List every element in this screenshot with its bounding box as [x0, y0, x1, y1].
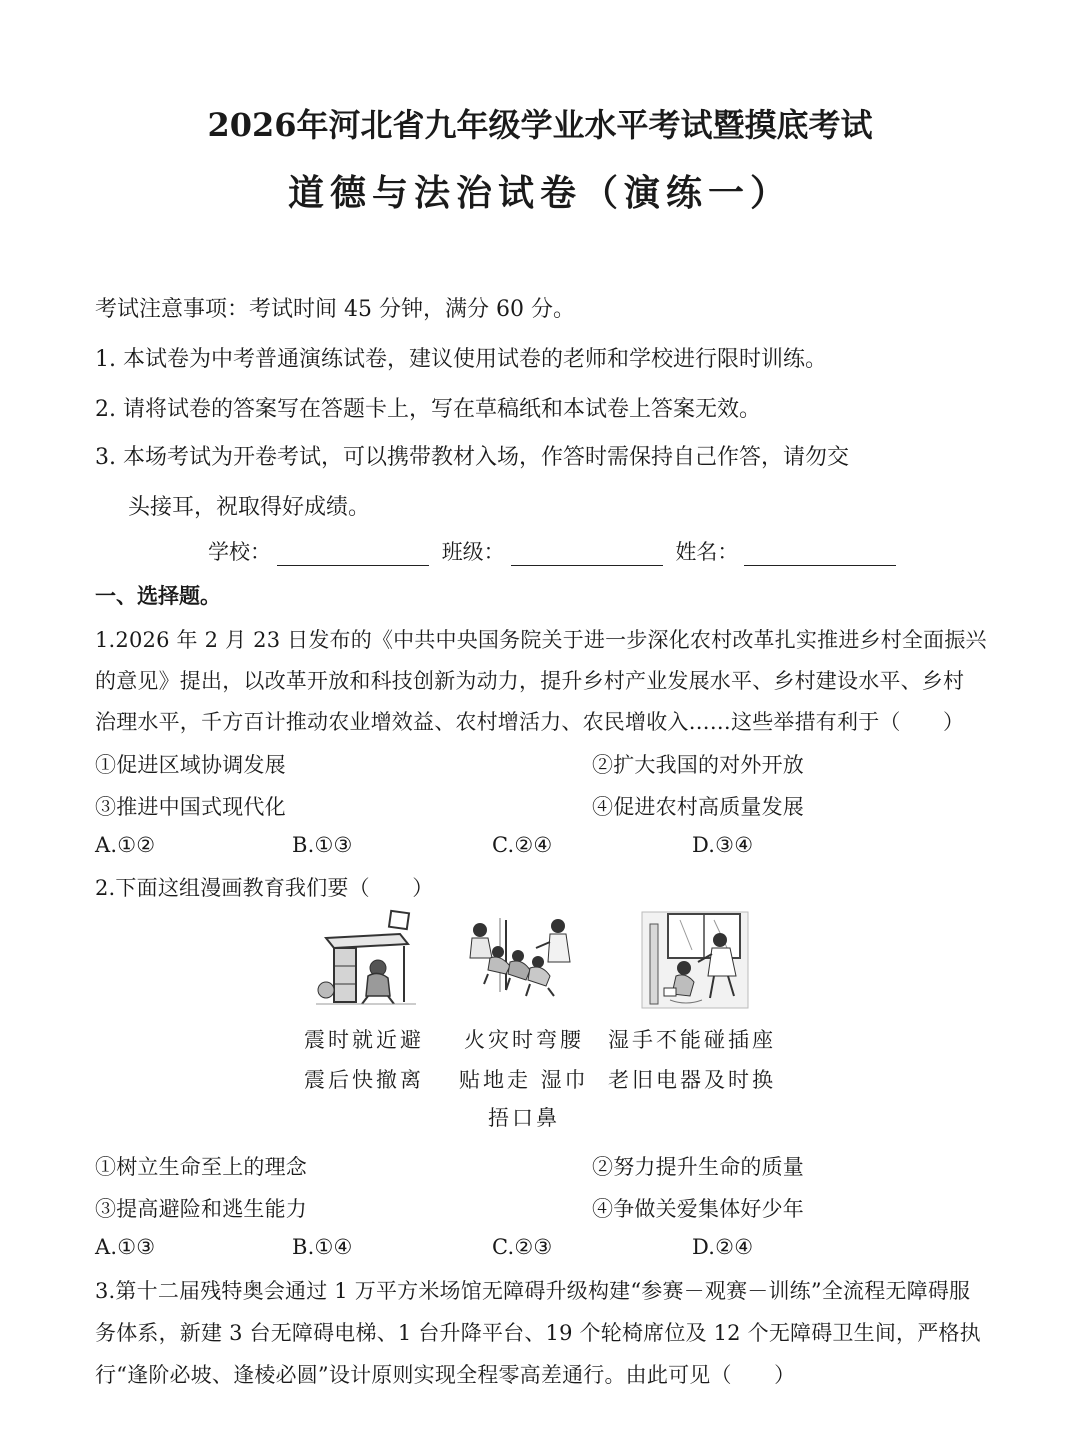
exam-title: 2026年河北省九年级学业水平考试暨摸底考试 — [207, 106, 873, 144]
comic-2-caption-1: 火灾时弯腰 — [464, 1028, 584, 1052]
q2-option-3: ③提高避险和逃生能力 — [95, 1197, 307, 1221]
q3-line-1: 3.第十二届残特奥会通过 1 万平方米场馆无障碍升级构建“参赛－观赛－训练”全流程无障碍服 — [95, 1279, 971, 1303]
q2-stem: 2.下面这组漫画教育我们要（ ） — [95, 876, 434, 900]
notice-item-1: 1. 本试卷为中考普通演练试卷，建议使用试卷的老师和学校进行限时训练。 — [95, 347, 827, 372]
comic-2-caption-3: 捂口鼻 — [488, 1106, 560, 1130]
q2-choice-a[interactable]: A.①③ — [95, 1235, 156, 1259]
q1-line-3: 治理水平，千方百计推动农业增效益、农村增活力、农民增收入……这些举措有利于（ ） — [95, 710, 965, 734]
q1-option-1: ①促进区域协调发展 — [95, 753, 286, 777]
notice-item-3: 3. 本场考试为开卷考试，可以携带教材入场，作答时需保持自己作答，请勿交 — [95, 445, 849, 470]
class-field[interactable] — [511, 543, 663, 566]
comic-3-caption-2: 老旧电器及时换 — [608, 1068, 776, 1092]
q3-line-3: 行“逢阶必坡、逢棱必圆”设计原则实现全程零高差通行。由此可见（ ） — [95, 1363, 796, 1387]
q1-line-1: 1.2026 年 2 月 23 日发布的《中共中央国务院关于进一步深化农村改革扎实推进乡村全面振兴 — [95, 628, 987, 652]
notice-item-2: 2. 请将试卷的答案写在答题卡上，写在草稿纸和本试卷上答案无效。 — [95, 397, 761, 422]
name-field[interactable] — [744, 543, 896, 566]
section-heading: 一、选择题。 — [95, 584, 221, 608]
class-label: 班级： — [441, 540, 505, 564]
comic-2-caption-2: 贴地走 湿巾 — [459, 1068, 589, 1092]
q2-choice-b[interactable]: B.①④ — [292, 1235, 353, 1259]
comic-electric-safety-image — [640, 910, 752, 1010]
q1-choice-d[interactable]: D.③④ — [692, 833, 754, 857]
paper-subtitle: 道德与法治试卷（演练一） — [287, 173, 792, 214]
comic-3-caption-1: 湿手不能碰插座 — [608, 1028, 776, 1052]
comic-1-caption-1: 震时就近避 — [304, 1028, 424, 1052]
q2-option-2: ②努力提升生命的质量 — [592, 1155, 804, 1179]
q1-choice-a[interactable]: A.①② — [95, 833, 156, 857]
school-label: 学校： — [208, 540, 271, 564]
name-label: 姓名： — [675, 540, 739, 564]
q3-line-2: 务体系，新建 3 台无障碍电梯、1 台升降平台、19 个轮椅席位及 12 个无障碍卫生间，严格执 — [95, 1321, 981, 1345]
notice-intro: 考试注意事项：考试时间 45 分钟，满分 60 分。 — [95, 297, 575, 322]
notice-item-3-cont: 头接耳，祝取得好成绩。 — [128, 495, 371, 520]
comic-earthquake-image — [312, 908, 424, 1010]
q1-option-4: ④促进农村高质量发展 — [592, 795, 804, 819]
q1-option-3: ③推进中国式现代化 — [95, 795, 286, 819]
comic-1-caption-2: 震后快撤离 — [304, 1068, 424, 1092]
q1-option-2: ②扩大我国的对外开放 — [592, 753, 804, 777]
q2-option-4: ④争做关爱集体好少年 — [592, 1197, 804, 1221]
student-info-row — [208, 536, 902, 566]
q1-choice-c[interactable]: C.②④ — [492, 833, 553, 857]
q1-line-2: 的意见》提出，以改革开放和科技创新为动力，提升乡村产业发展水平、乡村建设水平、乡村 — [95, 669, 965, 693]
school-field[interactable] — [277, 543, 429, 566]
comic-fire-escape-image — [466, 912, 578, 1002]
q2-choice-c[interactable]: C.②③ — [492, 1235, 553, 1259]
q1-choice-b[interactable]: B.①③ — [292, 833, 353, 857]
q2-choice-d[interactable]: D.②④ — [692, 1235, 754, 1259]
q2-option-1: ①树立生命至上的理念 — [95, 1155, 307, 1179]
